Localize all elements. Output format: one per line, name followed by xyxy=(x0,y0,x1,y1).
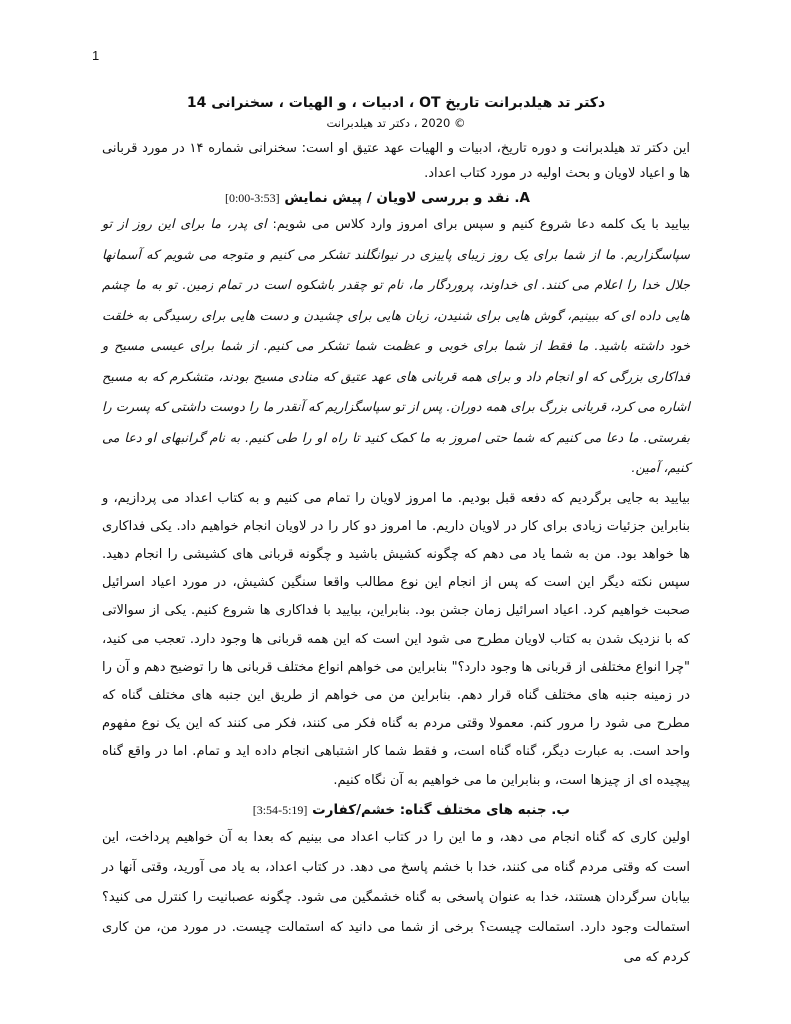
opening-prayer-paragraph xyxy=(102,210,690,485)
section-a-body: بیایید به جایی برگردیم که دفعه قبل بودیم. ما امروز لاویان را تمام می کنیم و به کتاب اعداد می پردازیم، و بنابراین جزئیات زیادی برای کار در لاویان داریم. ما امروز دو کار را در لاویان انجام خواهیم داد. یکی فداکاری ها خواهد بود. من به شما یاد می دهم که چگونه کشیش باشید و چگونه قربانی های کشیشی را انجام دهید. سپس نکته دیگر این است که پس از انجام این نوع مطالب واقعا سنگین کشیش، در مورد اعیاد اسرائیل صحبت خواهیم کرد. اعیاد اسرائیل زمان جشن بود. بنابراین، بیایید با فداکاری ها شروع کنیم. یکی از سوالاتی که با نزدیک شدن به کتاب لاویان مطرح می شود این است که این همه قربانی ها وجود دارد. تعجب می کنید، "چرا انواع مختلفی از قربانی ها وجود دارد؟" بنابراین می خواهم انواع مختلف قربانی ها را توضیح دهم و آن را در زمینه جنبه های مختلف گناه قرار دهم. بنابراین من می خواهم از طریق این جنبه های مختلف گناه که مطرح می شود را مرور کنم. معمولا وقتی مردم به گناه فکر می کنند، فکر می کنند که این یک نوع مفهوم واحد است. به عبارت دیگر، گناه گناه است، و فقط شما کار اشتباهی انجام داده اید و تمام. اما در واقع گناه پیچیده ای از چیزها است، و بنابراین ما می خواهیم به آن نگاه کنیم. xyxy=(102,490,690,788)
copyright-line: © 2020 ، دکتر تد هیلدبرانت xyxy=(326,116,466,130)
opening-sentence: بیایید با یک کلمه دعا شروع کنیم و سپس برای امروز وارد کلاس می شویم: xyxy=(272,217,690,232)
prayer-text: ای پدر، ما برای این روز از تو سپاسگزاریم. ما از شما برای یک روز زیبای پاییزی در نیوانگلند تشکر می کنیم و متوجه می شویم که آسمانها جلال خدا را اعلام می کنند. ای خداوند، پروردگار ما، نام تو چقدر باشکوه است در تمام زمین. تو به ما چشم هایی داده ای که ببینیم، گوش هایی برای شنیدن، زبان هایی برای چشیدن و دست هایی برای رسیدگی به خلقت خود داشته باشید. ما فقط از شما برای خوبی و عظمت شما تشکر می کنیم. از شما برای عیسی مسیح و فداکاری بزرگی که او انجام داد و برای همه قربانی های عهد عتیق که منادی مسیح بودند، متشکرم که به مسیح اشاره می کرد، قربانی بزرگ برای همه دوران. پس از تو سپاسگزاریم که آنقدر ما را دوست داشتی که پسرت را بفرستی. ما دعا می کنیم که شما حتی امروز به ما کمک کنید تا راه او را طی کنیم. به نام گرانبهای او دعا می کنیم، آمین. xyxy=(102,217,690,476)
section-a-timestamp: [3:53-0:00] xyxy=(224,191,280,205)
section-a-heading-text: A. نقد و بررسی لاویان / پیش نمایش xyxy=(284,190,530,206)
section-b-heading-text: ب. جنبه های مختلف گناه: خشم/کفارت xyxy=(312,801,570,818)
intro-paragraph: این دکتر تد هیلدبرانت و دوره تاریخ، ادبیات و الهیات عهد عتیق او است: سخنرانی شماره ۱۴ در مورد قربانی ها و اعیاد لاویان و بحث اولیه در مورد کتاب اعداد. xyxy=(102,141,690,181)
document-title: دکتر تد هیلدبرانت تاریخ OT ، ادبیات ، و الهیات ، سخنرانی 14 xyxy=(186,95,606,111)
section-b-timestamp: [5:19-3:54] xyxy=(252,802,308,817)
document-content xyxy=(102,92,690,973)
page-number: 1 xyxy=(92,48,100,63)
section-b-heading xyxy=(102,797,690,823)
section-a-heading xyxy=(102,186,690,210)
section-b-body: اولین کاری که گناه انجام می دهد، و ما این را در کتاب اعداد می بینیم که بعدا به آن خواهیم پرداخت، این است که وقتی مردم گناه می کنند، خدا با خشم پاسخ می دهد. در کتاب اعداد، به یاد می آورید، وقتی آنها در بیابان سرگردان هستند، خدا به عنوان پاسخی به گناه خشمگین می شود. چگونه عصبانیت را کنترل می کنید؟ استمالت وجود دارد. استمالت چیست؟ برخی از شما می دانید که استمالت چیست. در مورد من، من کاری کردم که می xyxy=(102,829,690,965)
